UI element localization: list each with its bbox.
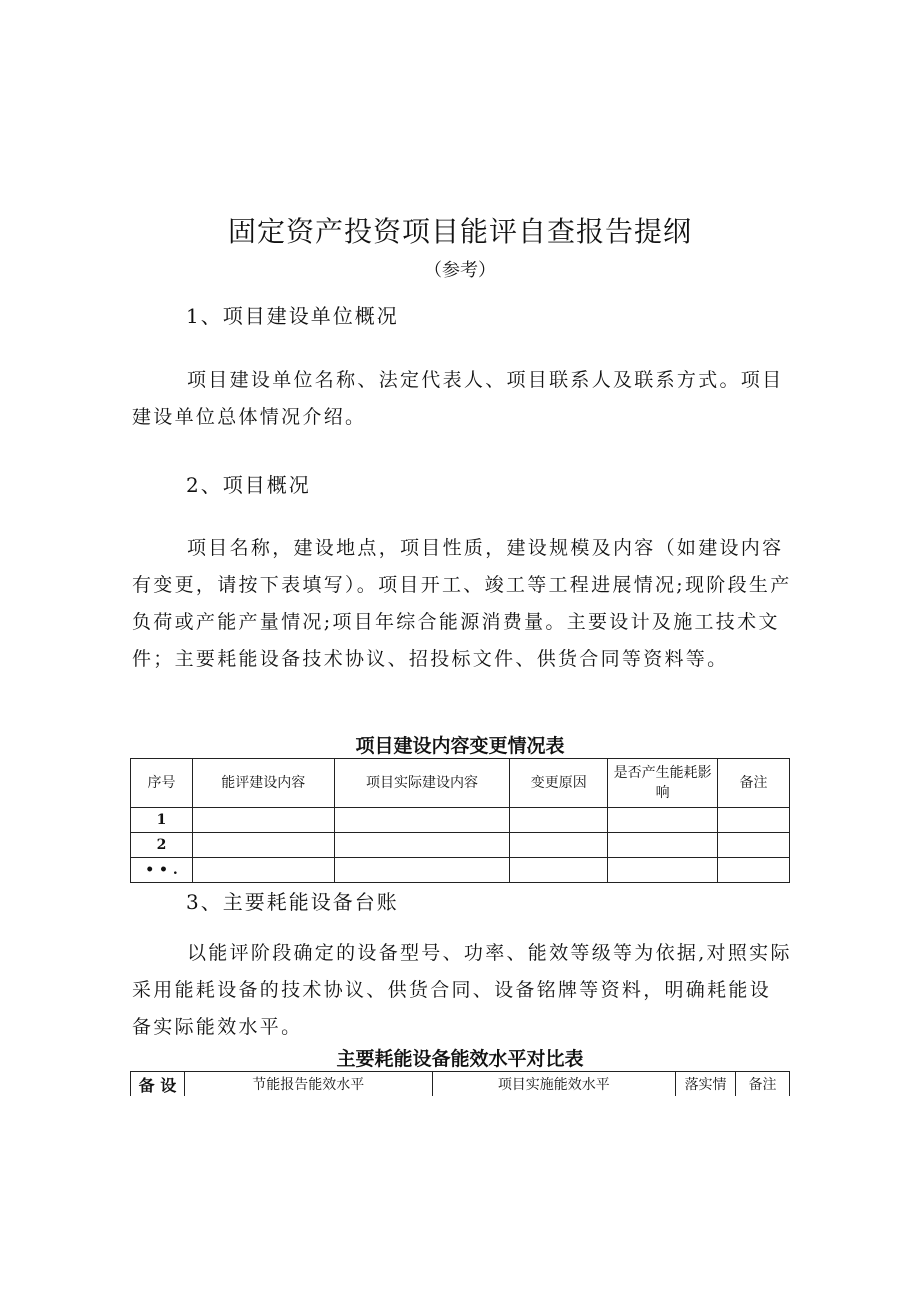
col-header-energy-impact: 是否产生能耗影响 bbox=[608, 759, 718, 808]
change-table bbox=[130, 758, 790, 883]
document-title: 固定资产投资项目能评自查报告提纲 bbox=[227, 215, 692, 248]
col-header-remarks: 备注 bbox=[736, 1072, 790, 1097]
col-header-assessed-content: 能评建设内容 bbox=[192, 759, 334, 808]
row-index: 1 bbox=[131, 808, 193, 833]
section-1-body: 项目建设单位名称、法定代表人、项目联系人及联系方式。项目建设单位总体情况介绍。 bbox=[132, 369, 784, 428]
col-header-actual-content: 项目实际建设内容 bbox=[334, 759, 510, 808]
row-index: • • . bbox=[131, 858, 193, 883]
col-header-remarks: 备注 bbox=[718, 759, 790, 808]
col-header-index: 序号 bbox=[131, 759, 193, 808]
table-row bbox=[131, 808, 790, 833]
section-3-heading: 3、主要耗能设备台账 bbox=[186, 890, 399, 914]
document-subtitle: （参考） bbox=[424, 260, 496, 281]
col-header-report-efficiency: 节能报告能效水平 bbox=[184, 1072, 432, 1097]
section-2-heading: 2、项目概况 bbox=[186, 473, 311, 497]
section-3-body: 以能评阶段确定的设备型号、功率、能效等级等为依据,对照实际采用能耗设备的技术协议、供货合同、设备铭牌等资料，明确耗能设备实际能效水平。 bbox=[132, 942, 792, 1038]
section-2-body: 项目名称，建设地点，项目性质，建设规模及内容（如建设内容有变更，请按下表填写）。项目开工、竣工等工程进展情况;现阶段生产负荷或产能产量情况;项目年综合能源消费量。主要设计及施工技术文件；主要耗能设备技术协议、招投标文件、供货合同等资料等。 bbox=[132, 537, 792, 670]
table-row bbox=[131, 858, 790, 883]
efficiency-table bbox=[130, 1071, 790, 1096]
table-header-row bbox=[131, 1072, 790, 1097]
col-header-implementation: 落实情 bbox=[676, 1072, 736, 1097]
col-header-change-reason: 变更原因 bbox=[510, 759, 608, 808]
table-2-caption: 主要耗能设备能效水平对比表 bbox=[336, 1048, 584, 1070]
col-header-equipment: 备 设 bbox=[131, 1072, 185, 1097]
table-1-caption: 项目建设内容变更情况表 bbox=[355, 735, 565, 757]
col-header-implemented-efficiency: 项目实施能效水平 bbox=[432, 1072, 676, 1097]
table-row bbox=[131, 833, 790, 858]
section-1-heading: 1、项目建设单位概况 bbox=[186, 304, 399, 328]
table-header-row bbox=[131, 759, 790, 808]
row-index: 2 bbox=[131, 833, 193, 858]
